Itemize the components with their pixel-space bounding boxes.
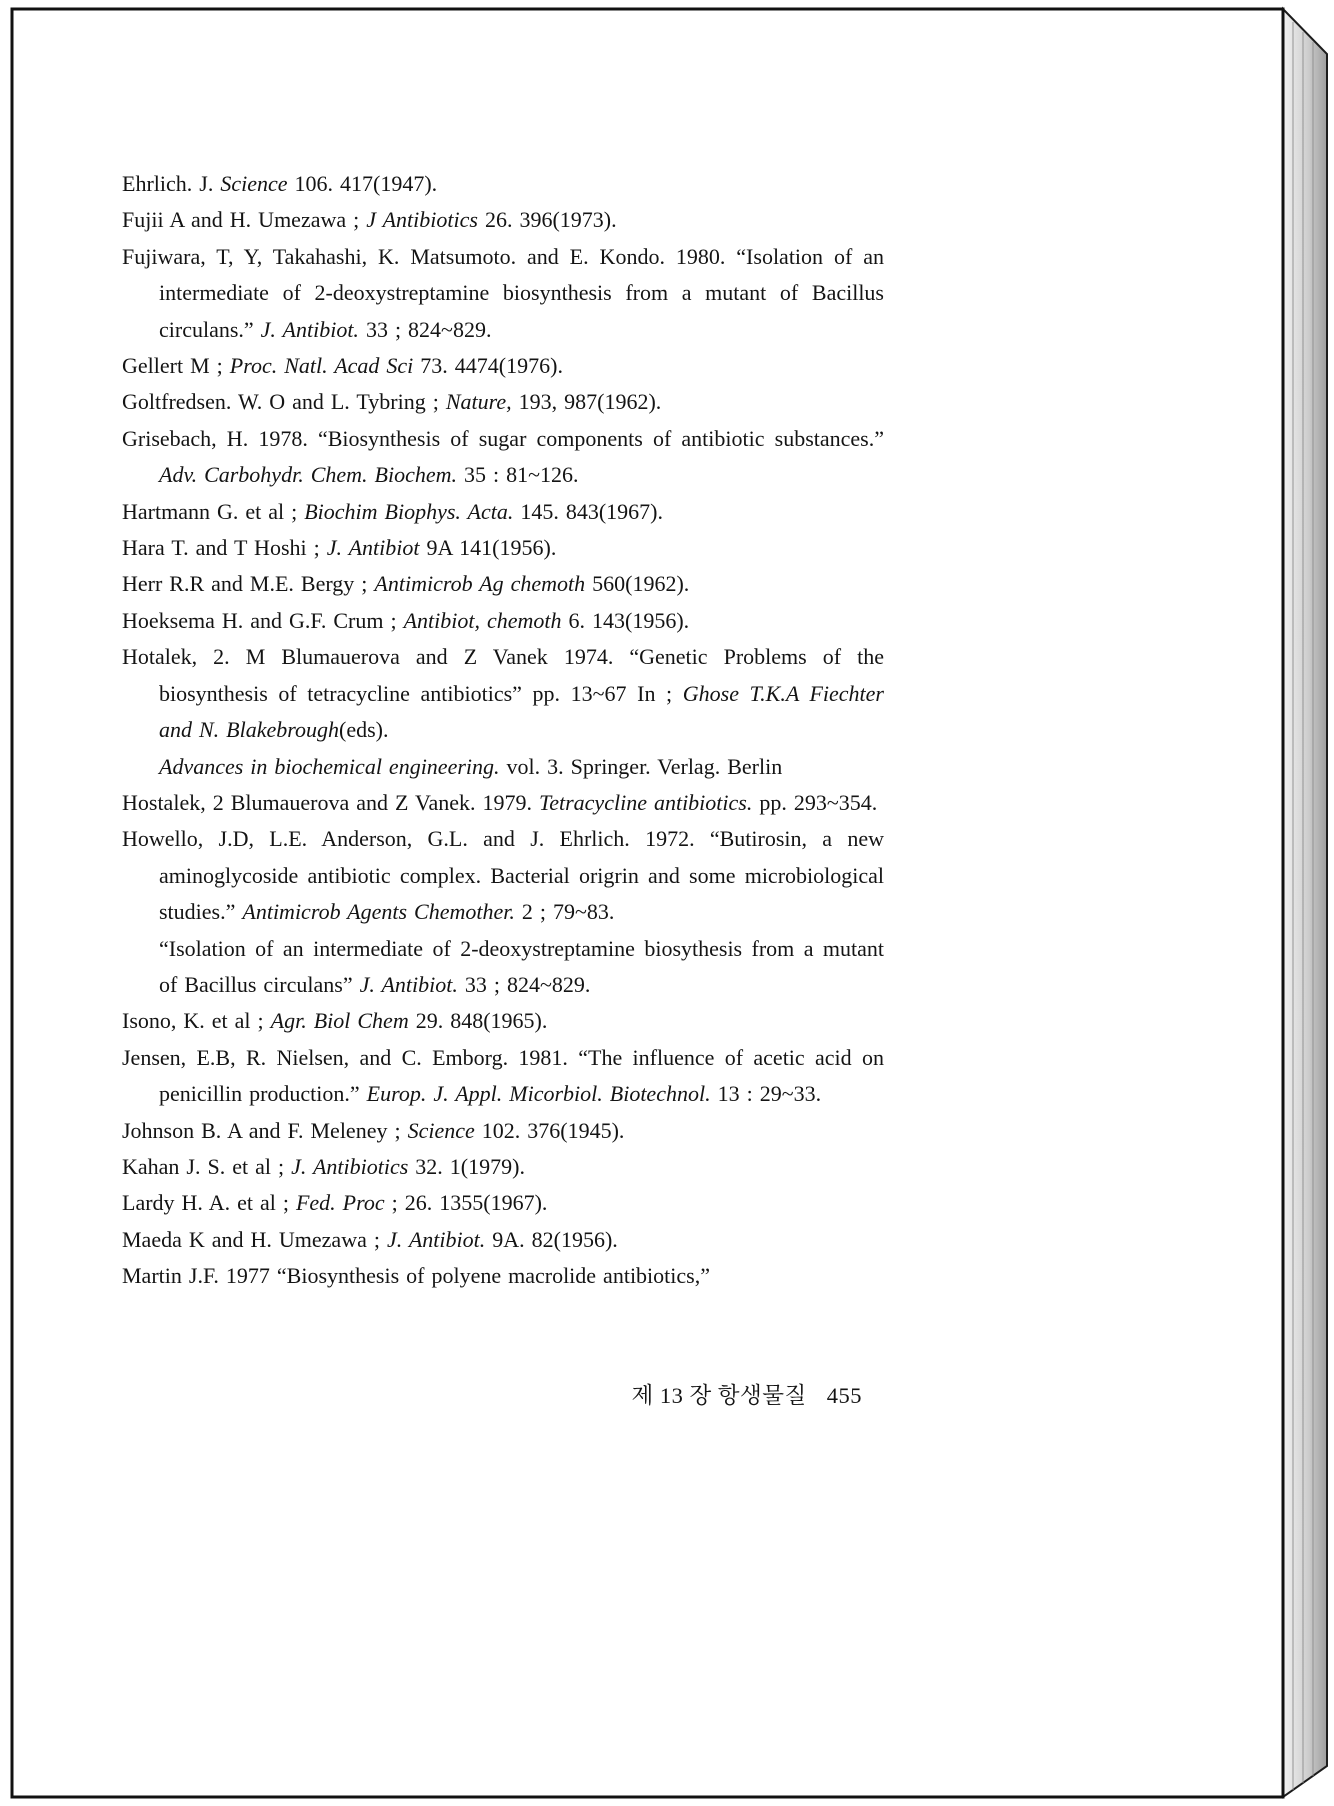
reference-entry — [122, 421, 884, 494]
reference-text: Howello, J.D, L.E. Anderson, G.L. and J. Ehrlich. 1972. “Butirosin, a new aminoglycoside antibiotic complex. Bacterial origrin and some microbiological studies.” — [122, 826, 884, 925]
reference-entry — [122, 639, 884, 748]
reference-text: ; 26. 1355(1967). — [384, 1190, 548, 1216]
work-title-italic: Agr. Biol Chem — [270, 1008, 409, 1034]
reference-text: 9A 141(1956). — [419, 535, 557, 561]
reference-text: vol. 3. Springer. Verlag. Berlin — [499, 753, 783, 779]
reference-text: Fujii A and H. Umezawa ; — [122, 207, 367, 233]
reference-entry — [122, 1185, 884, 1221]
reference-text: 2 ; 79~83. — [514, 899, 615, 925]
reference-text: Gellert M ; — [122, 353, 230, 379]
reference-entry — [122, 821, 884, 930]
reference-text: 32. 1(1979). — [408, 1153, 525, 1179]
reference-text: Hartmann G. et al ; — [122, 498, 305, 524]
reference-text: Jensen, E.B, R. Nielsen, and C. Emborg. 1981. “The influence of acetic acid on penicillin production.” — [122, 1044, 884, 1107]
reference-entry — [122, 239, 884, 348]
reference-text: Johnson B. A and F. Meleney ; — [122, 1117, 408, 1143]
work-title-italic: J. Antibiotics — [291, 1153, 409, 1179]
work-title-italic: Science — [407, 1117, 475, 1143]
work-title-italic: J. Antibiot. — [359, 971, 458, 997]
reference-text: Hotalek, 2. M Blumauerova and Z Vanek 1974. “Genetic Problems of the biosynthesis of tetracycline antibiotics” pp. 13~67 In ; — [122, 644, 884, 706]
reference-text: 29. 848(1965). — [408, 1008, 548, 1034]
work-title-italic: Science — [220, 171, 288, 196]
reference-text: Grisebach, H. 1978. “Biosynthesis of sugar components of antibiotic substances.” — [122, 425, 884, 451]
reference-text: Hoeksema H. and G.F. Crum ; — [122, 607, 404, 633]
reference-text: Herr R.R and M.E. Bergy ; — [122, 571, 375, 597]
reference-text: Ehrlich. J. — [122, 171, 221, 196]
reference-text: 102. 376(1945). — [474, 1117, 625, 1143]
reference-text: (eds). — [339, 717, 389, 743]
work-title-italic: Nature, — [445, 389, 512, 415]
work-title-italic: J. Antibiot. — [260, 316, 359, 342]
chapter-label: 제 13 장 항생물질 — [631, 1383, 807, 1408]
reference-entry — [122, 530, 884, 566]
work-title-italic: Ghose T.K.A Fiechter and N. Blakebrough — [159, 680, 884, 743]
reference-text: Hara T. and T Hoshi ; — [122, 535, 327, 561]
reference-entry — [122, 494, 884, 530]
reference-text: Hostalek, 2 Blumauerova and Z Vanek. 1979. — [122, 789, 540, 815]
reference-text: 145. 843(1967). — [513, 498, 664, 524]
reference-text: Martin J.F. 1977 “Biosynthesis of polyene macrolide antibiotics,” — [122, 1263, 710, 1289]
work-title-italic: Europ. J. Appl. Micorbiol. Biotechnol. — [366, 1081, 711, 1107]
reference-entry — [122, 166, 884, 202]
reference-entry — [122, 1113, 884, 1149]
reference-entry — [122, 603, 884, 639]
work-title-italic: Advances in biochemical engineering. — [159, 753, 500, 779]
reference-text: Isono, K. et al ; — [122, 1008, 271, 1034]
work-title-italic: Fed. Proc — [295, 1190, 385, 1216]
reference-entry — [122, 1258, 884, 1294]
reference-continuation — [122, 931, 884, 1004]
reference-text: 33 ; 824~829. — [358, 316, 492, 342]
work-title-italic: Antibiot, chemoth — [403, 607, 562, 633]
reference-entry — [122, 785, 884, 821]
reference-entry — [122, 202, 884, 238]
reference-entry — [122, 1040, 884, 1113]
work-title-italic: J. Antibiot — [326, 535, 420, 561]
reference-text: Lardy H. A. et al ; — [122, 1190, 296, 1216]
reference-text: 73. 4474(1976). — [413, 353, 563, 379]
reference-entry — [122, 1003, 884, 1039]
reference-text: Maeda K and H. Umezawa ; — [122, 1226, 387, 1252]
work-title-italic: Antimicrob Agents Chemother. — [242, 899, 515, 925]
reference-text: 13 : 29~33. — [710, 1081, 822, 1107]
reference-text: 26. 396(1973). — [477, 207, 617, 233]
reference-text: Kahan J. S. et al ; — [122, 1153, 292, 1179]
reference-text: 193, 987(1962). — [511, 389, 662, 415]
reference-entry — [122, 348, 884, 384]
reference-text: 560(1962). — [585, 571, 690, 597]
reference-text: 6. 143(1956). — [561, 607, 690, 633]
reference-text: “Isolation of an intermediate of 2-deoxystreptamine biosythesis from a mutant of Bacillus circulans” — [159, 935, 884, 997]
work-title-italic: Tetracycline antibiotics. — [539, 789, 753, 815]
reference-text: pp. 293~354. — [752, 789, 878, 815]
references-list — [122, 166, 884, 1295]
reference-entry — [122, 1149, 884, 1185]
page-number: 455 — [826, 1383, 862, 1408]
reference-entry — [122, 384, 884, 420]
reference-entry — [122, 1222, 884, 1258]
reference-text: 9A. 82(1956). — [485, 1226, 618, 1252]
work-title-italic: Adv. Carbohydr. Chem. Biochem. — [159, 462, 457, 488]
work-title-italic: Biochim Biophys. Acta. — [304, 498, 514, 524]
work-title-italic: Proc. Natl. Acad Sci — [229, 353, 414, 379]
reference-text: Fujiwara, T, Y, Takahashi, K. Matsumoto. and E. Kondo. 1980. “Isolation of an intermediate of 2-deoxystreptamine biosynthesis from a mutant of Bacillus circulans.” — [122, 243, 884, 342]
reference-continuation — [122, 749, 884, 785]
reference-text: 33 ; 824~829. — [457, 971, 591, 997]
work-title-italic: J. Antibiot. — [386, 1226, 486, 1252]
page-footer — [122, 1381, 862, 1411]
reference-text: 35 : 81~126. — [457, 462, 579, 488]
reference-text: 106. 417(1947). — [287, 171, 438, 196]
work-title-italic: J Antibiotics — [366, 207, 478, 233]
reference-entry — [122, 566, 884, 602]
work-title-italic: Antimicrob Ag chemoth — [374, 571, 586, 597]
reference-text: Goltfredsen. W. O and L. Tybring ; — [122, 389, 446, 415]
page-edge-block — [1283, 9, 1327, 1797]
